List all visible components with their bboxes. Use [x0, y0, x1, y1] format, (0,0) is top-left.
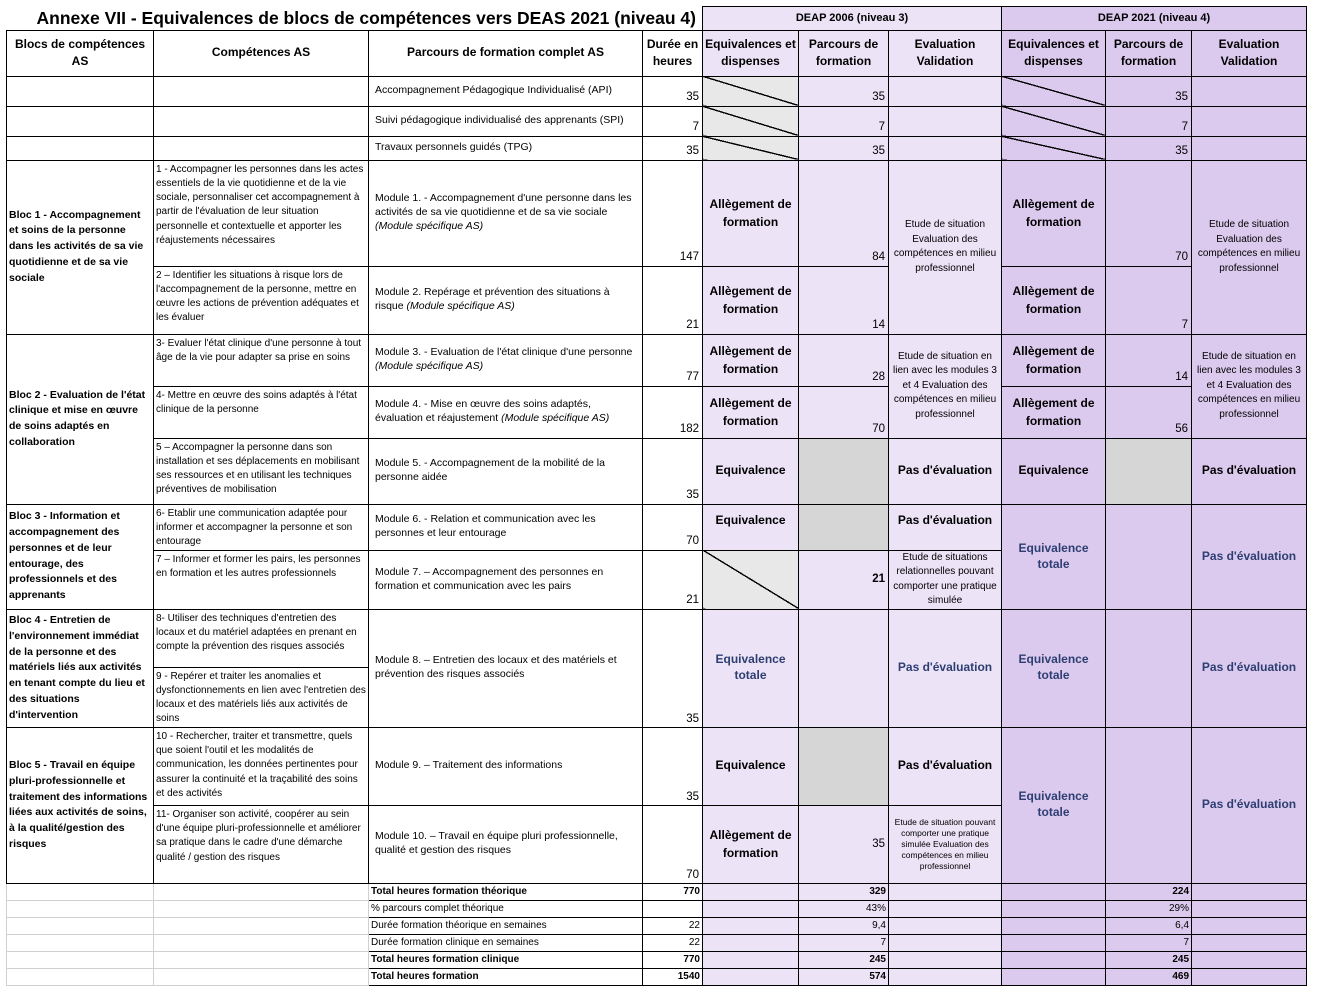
- allegement-cell: Allègement de formation: [703, 334, 799, 386]
- pas-eval-cell: Pas d'évaluation: [889, 727, 1002, 805]
- equivalence-cell: Equivalence: [703, 438, 799, 504]
- header-eval-2021: Evaluation Validation: [1192, 30, 1307, 76]
- table-row: [7, 266, 1307, 334]
- bloc-4: Bloc 4 - Entretien de l'environnement immédiat de la personne et des matériels liés aux activités en tenant compte du lieu et des situations d'intervention: [7, 609, 154, 727]
- total-label: Total heures formation clinique: [369, 951, 643, 968]
- competence-10: 10 - Rechercher, traiter et transmettre, quels que soient l'outil et les modalités de communication, les données pertinentes pour assurer la continuité et la traçabilité des soins et des activités: [154, 727, 369, 805]
- equivalence-cell: Equivalence: [703, 504, 799, 550]
- total-label: Durée formation théorique en semaines: [369, 917, 643, 934]
- duree-cell: 35: [643, 438, 703, 504]
- competence-8: 8- Utiliser des techniques d'entretien des locaux et du matériel adaptées en prenant en compte la prévention des risques associés: [154, 609, 369, 667]
- module-7: Module 7. – Accompagnement des personnes en formation et communication avec les pairs: [369, 550, 643, 609]
- duree-cell: 21: [643, 266, 703, 334]
- total-2006: 574: [799, 968, 889, 985]
- gray-cell: [799, 438, 889, 504]
- eval-m10-2006: Etude de situation pouvant comporter une pratique simulée Evaluation des compétences en milieu professionnel: [889, 805, 1002, 883]
- total-2006: 43%: [799, 900, 889, 917]
- header-equiv-2006: Equivalences et dispenses: [703, 30, 799, 76]
- competence-4: 4- Mettre en œuvre des soins adaptés à l'état clinique de la personne: [154, 386, 369, 438]
- module-10: Module 10. – Travail en équipe pluri professionnelle, qualité et gestion des risques: [369, 805, 643, 883]
- header-competences: Compétences AS: [154, 30, 369, 76]
- allegement-cell: Allègement de formation: [703, 160, 799, 266]
- duree-cell: 147: [643, 160, 703, 266]
- total-label: Durée formation clinique en semaines: [369, 934, 643, 951]
- allegement-cell: Allègement de formation: [703, 266, 799, 334]
- total-2021: 469: [1106, 968, 1192, 985]
- total-2006: 9,4: [799, 917, 889, 934]
- competence-6: 6- Etablir une communication adaptée pour informer et accompagner la personne et son entourage: [154, 504, 369, 550]
- table-row: [7, 917, 1307, 934]
- total-label: Total heures formation théorique: [369, 883, 643, 900]
- duree-cell: 21: [643, 550, 703, 609]
- allegement-cell: Allègement de formation: [703, 386, 799, 438]
- equivalence-table: [6, 6, 1307, 986]
- parcours-cell: Travaux personnels guidés (TPG): [369, 136, 643, 160]
- competence-7: 7 – Informer et former les pairs, les personnes en formation et les autres professionnels: [154, 550, 369, 609]
- parcours-2021-cell: 56: [1106, 386, 1192, 438]
- table-row: [7, 106, 1307, 136]
- module-3: Module 3. - Evaluation de l'état clinique d'une personne (Module spécifique AS): [369, 334, 643, 386]
- duree-cell: 35: [643, 136, 703, 160]
- total-duree: 22: [643, 934, 703, 951]
- pas-eval-cell: Pas d'évaluation: [1192, 438, 1307, 504]
- module-2: Module 2. Repérage et prévention des situations à risque (Module spécifique AS): [369, 266, 643, 334]
- competence-2: 2 – Identifier les situations à risque lors de l'accompagnement de la personne, mettre en œuvre les actions de prévention adéquates et les évaluer: [154, 266, 369, 334]
- table-row: [7, 504, 1307, 550]
- parcours-cell: Suivi pédagogique individualisé des apprenants (SPI): [369, 106, 643, 136]
- page-title: Annexe VII - Equivalences de blocs de compétences vers DEAS 2021 (niveau 4): [7, 7, 703, 31]
- table-row: [7, 609, 1307, 667]
- parcours-2021-cell: 7: [1106, 106, 1192, 136]
- equivalence-totale-cell: Equivalence totale: [1002, 609, 1106, 727]
- pas-eval-cell: Pas d'évaluation: [889, 438, 1002, 504]
- total-2021: 7: [1106, 934, 1192, 951]
- allegement-cell: Allègement de formation: [703, 805, 799, 883]
- total-2006: 7: [799, 934, 889, 951]
- competence-5: 5 – Accompagner la personne dans son installation et ses déplacements en mobilisant ses ressources et en utilisant les techniques préventives de mobilisation: [154, 438, 369, 504]
- header-parcours-2006: Parcours de formation: [799, 30, 889, 76]
- allegement-cell: Allègement de formation: [1002, 334, 1106, 386]
- table-row: [7, 160, 1307, 266]
- pas-eval-cell: Pas d'évaluation: [1192, 727, 1307, 883]
- total-duree: [643, 900, 703, 917]
- total-label: Total heures formation: [369, 968, 643, 985]
- equivalence-totale-cell: Equivalence totale: [703, 609, 799, 727]
- duree-cell: 35: [643, 76, 703, 106]
- table-row: [7, 727, 1307, 805]
- header-parcours-2021: Parcours de formation: [1106, 30, 1192, 76]
- header-blocs: Blocs de compétences AS: [7, 30, 154, 76]
- parcours-2021-cell: 70: [1106, 160, 1192, 266]
- parcours-2006-cell: 28: [799, 334, 889, 386]
- total-duree: 1540: [643, 968, 703, 985]
- total-2021: 224: [1106, 883, 1192, 900]
- parcours-cell: Accompagnement Pédagogique Individualisé (API): [369, 76, 643, 106]
- bloc-5: Bloc 5 - Travail en équipe pluri-professionnelle et traitement des informations liées aux activités de soins, à la qualité/gestion des risques: [7, 727, 154, 883]
- gray-cell: [799, 727, 889, 805]
- diagonal-cell: [1002, 136, 1106, 160]
- allegement-cell: Allègement de formation: [1002, 386, 1106, 438]
- parcours-2006-cell: 21: [799, 550, 889, 609]
- module-9: Module 9. – Traitement des informations: [369, 727, 643, 805]
- module-4: Module 4. - Mise en œuvre des soins adaptés, évaluation et réajustement (Module spécifique AS): [369, 386, 643, 438]
- equivalence-cell: Equivalence: [1002, 438, 1106, 504]
- table-row: [7, 76, 1307, 106]
- module-1: Module 1. - Accompagnement d'une personne dans les activités de sa vie quotidienne et de sa vie sociale (Module spécifique AS): [369, 160, 643, 266]
- header-equiv-2021: Equivalences et dispenses: [1002, 30, 1106, 76]
- competence-11: 11- Organiser son activité, coopérer au sein d'une équipe pluri-professionnelle et améliorer sa pratique dans le cadre d'une démarche qualité / gestion des risques: [154, 805, 369, 883]
- pas-eval-cell: Pas d'évaluation: [889, 504, 1002, 550]
- total-duree: 770: [643, 951, 703, 968]
- duree-cell: 70: [643, 504, 703, 550]
- equivalence-totale-cell: Equivalence totale: [1002, 504, 1106, 609]
- bloc-1: Bloc 1 - Accompagnement et soins de la personne dans les activités de sa vie quotidienne et de sa vie sociale: [7, 160, 154, 334]
- total-2021: 245: [1106, 951, 1192, 968]
- table-row: [7, 900, 1307, 917]
- table-row: [7, 386, 1307, 438]
- duree-cell: 35: [643, 727, 703, 805]
- header-eval-2006: Evaluation Validation: [889, 30, 1002, 76]
- total-2021: 6,4: [1106, 917, 1192, 934]
- bloc-3: Bloc 3 - Information et accompagnement des personnes et de leur entourage, des professionnels et des apprenants: [7, 504, 154, 609]
- module-8: Module 8. – Entretien des locaux et des matériels et prévention des risques associés: [369, 609, 643, 727]
- allegement-cell: Allègement de formation: [1002, 266, 1106, 334]
- module-5: Module 5. - Accompagnement de la mobilité de la personne aidée: [369, 438, 643, 504]
- table-row: [7, 136, 1307, 160]
- diagonal-cell: [703, 106, 799, 136]
- gray-cell: [1106, 438, 1192, 504]
- total-2006: 245: [799, 951, 889, 968]
- table-row: [7, 934, 1307, 951]
- parcours-2006-cell: 14: [799, 266, 889, 334]
- pas-eval-cell: Pas d'évaluation: [889, 609, 1002, 727]
- total-2006: 329: [799, 883, 889, 900]
- equivalence-cell: Equivalence: [703, 727, 799, 805]
- eval-bloc1-2006: Etude de situation Evaluation des compétences en milieu professionnel: [889, 160, 1002, 334]
- table-row: [7, 968, 1307, 985]
- duree-cell: 7: [643, 106, 703, 136]
- equivalence-totale-cell: Equivalence totale: [1002, 727, 1106, 883]
- parcours-2021-cell: 35: [1106, 76, 1192, 106]
- total-duree: 22: [643, 917, 703, 934]
- gray-cell: [799, 504, 889, 550]
- parcours-2006-cell: 7: [799, 106, 889, 136]
- group-header-deap2021: DEAP 2021 (niveau 4): [1002, 7, 1307, 31]
- pas-eval-cell: Pas d'évaluation: [1192, 609, 1307, 727]
- parcours-2006-cell: 35: [799, 136, 889, 160]
- duree-cell: 35: [643, 609, 703, 727]
- module-6: Module 6. - Relation et communication avec les personnes et leur entourage: [369, 504, 643, 550]
- table-row: [7, 883, 1307, 900]
- eval-m7-2006: Etude de situations relationnelles pouvant comporter une pratique simulée: [889, 550, 1002, 609]
- parcours-2006-cell: 70: [799, 386, 889, 438]
- allegement-cell: Allègement de formation: [1002, 160, 1106, 266]
- eval-bloc1-2021: Etude de situation Evaluation des compétences en milieu professionnel: [1192, 160, 1307, 334]
- parcours-2006-cell: 35: [799, 76, 889, 106]
- header-duree: Durée en heures: [643, 30, 703, 76]
- eval-bloc2-2006: Etude de situation en lien avec les modules 3 et 4 Evaluation des compétences en milieu professionnel: [889, 334, 1002, 438]
- group-header-deap2006: DEAP 2006 (niveau 3): [703, 7, 1002, 31]
- duree-cell: 182: [643, 386, 703, 438]
- total-duree: 770: [643, 883, 703, 900]
- competence-9: 9 - Repérer et traiter les anomalies et dysfonctionnements en lien avec l'entretien des locaux et des matériels liés aux activités de soins: [154, 667, 369, 727]
- pas-eval-cell: Pas d'évaluation: [1192, 504, 1307, 609]
- total-2021: 29%: [1106, 900, 1192, 917]
- parcours-2006-cell: 35: [799, 805, 889, 883]
- header-parcours: Parcours de formation complet AS: [369, 30, 643, 76]
- duree-cell: 70: [643, 805, 703, 883]
- parcours-2021-cell: 7: [1106, 266, 1192, 334]
- table-row: [7, 951, 1307, 968]
- bloc-2: Bloc 2 - Evaluation de l'état clinique et mise en œuvre de soins adaptés en collaboration: [7, 334, 154, 504]
- competence-1: 1 - Accompagner les personnes dans les actes essentiels de la vie quotidienne et de la vie sociale, personnaliser cet accompagnement à partir de l'évaluation de leur situation personnelle et contextuelle et apporter les réajustements nécessaires: [154, 160, 369, 266]
- diagonal-cell: [703, 550, 799, 609]
- diagonal-cell: [1002, 106, 1106, 136]
- duree-cell: 77: [643, 334, 703, 386]
- diagonal-cell: [703, 136, 799, 160]
- table-row: [7, 438, 1307, 504]
- parcours-2006-cell: 84: [799, 160, 889, 266]
- diagonal-cell: [703, 76, 799, 106]
- total-label: % parcours complet théorique: [369, 900, 643, 917]
- parcours-2021-cell: 14: [1106, 334, 1192, 386]
- parcours-2021-cell: 35: [1106, 136, 1192, 160]
- table-row: [7, 334, 1307, 386]
- diagonal-cell: [1002, 76, 1106, 106]
- eval-bloc2-2021: Etude de situation en lien avec les modules 3 et 4 Evaluation des compétences en milieu professionnel: [1192, 334, 1307, 438]
- competence-3: 3- Evaluer l'état clinique d'une personne à tout âge de la vie pour adapter sa prise en soins: [154, 334, 369, 386]
